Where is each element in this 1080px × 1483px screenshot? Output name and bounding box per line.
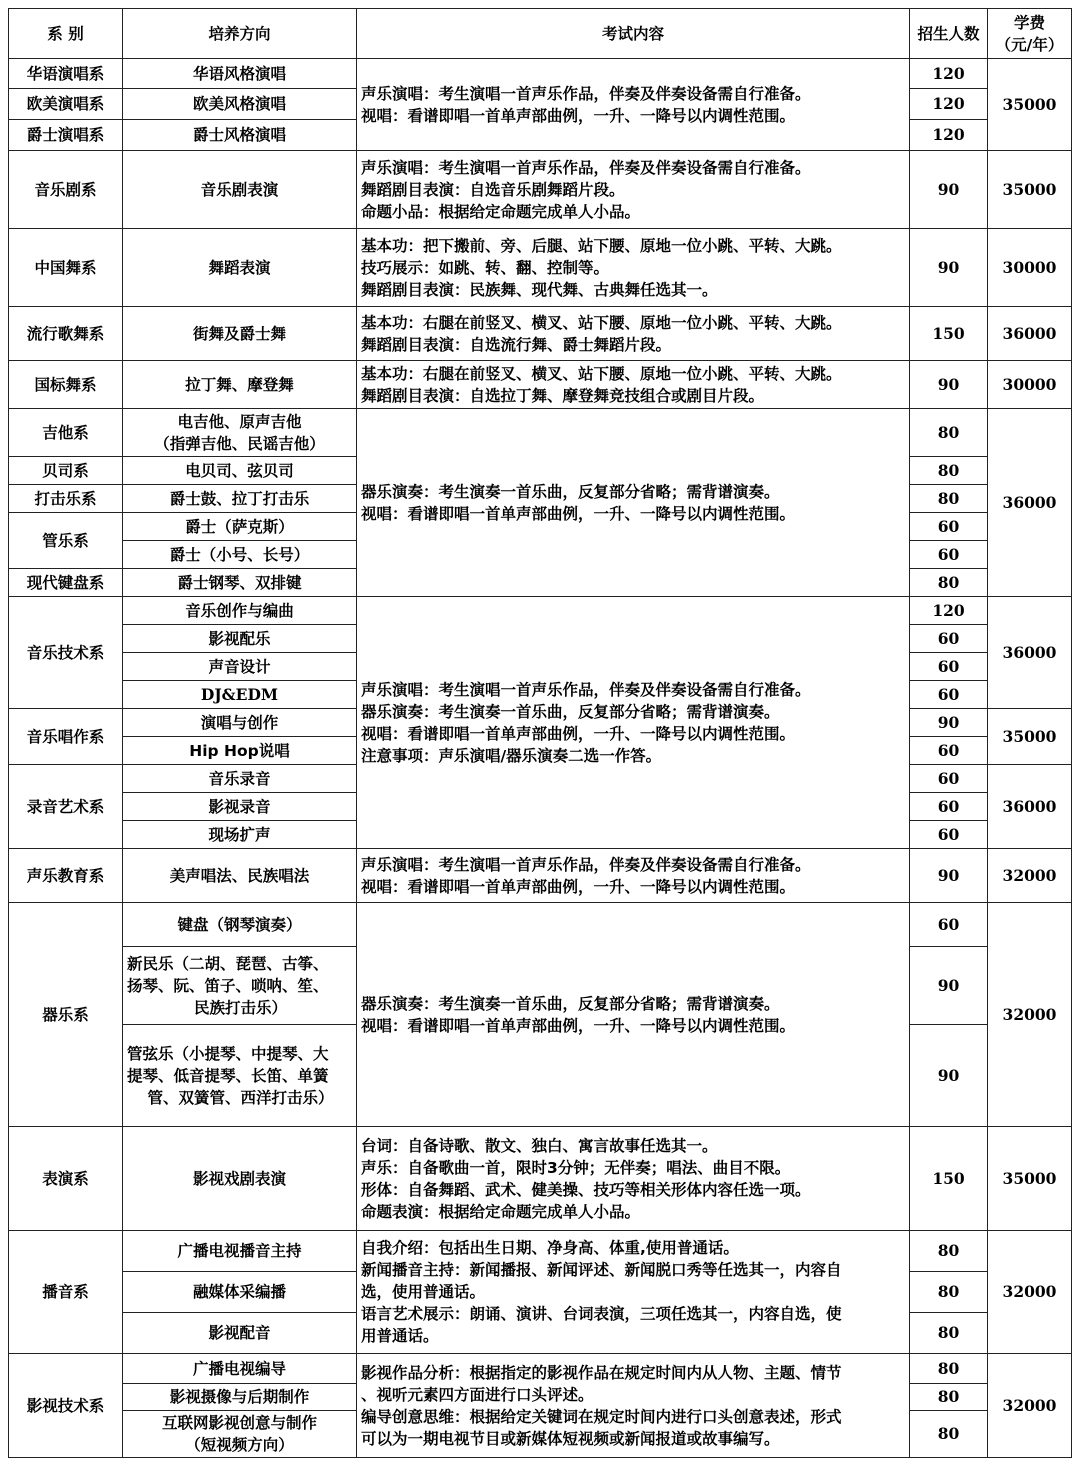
direction-cell: 声音设计: [123, 653, 357, 681]
quota-cell: 90: [910, 1025, 988, 1127]
admission-table: [8, 8, 1072, 1458]
header-direction: 培养方向: [123, 9, 357, 59]
exam-line: 命题小品：根据给定命题完成单人小品。: [361, 202, 641, 221]
quota-cell: 90: [910, 151, 988, 229]
table-row: [9, 1127, 1072, 1231]
direction-line: 管、双簧管、西洋打击乐）: [147, 1088, 334, 1107]
quota-cell: 120: [910, 89, 988, 120]
department-cell: 音乐唱作系: [9, 709, 123, 765]
exam-line: 视唱：看谱即唱一首单声部曲例，一升、一降号以内调性范围。: [361, 877, 796, 896]
quota-cell: 150: [910, 307, 988, 361]
exam-line: 技巧展示：如跳、转、翻、控制等。: [361, 258, 610, 277]
quota-cell: 80: [910, 1411, 988, 1458]
exam-content-cell: [357, 59, 910, 151]
direction-cell: 现场扩声: [123, 821, 357, 849]
department-cell: 吉他系: [9, 409, 123, 457]
direction-cell: 美声唱法、民族唱法: [123, 849, 357, 903]
quota-cell: 60: [910, 903, 988, 947]
direction-line: （指弹吉他、民谣吉他）: [154, 434, 325, 453]
exam-content-cell: [357, 1127, 910, 1231]
table-row: [9, 1354, 1072, 1384]
exam-line: 基本功：右腿在前竖叉、横叉、站下腰、原地一位小跳、平转、大跳。: [361, 364, 842, 383]
quota-cell: 60: [910, 653, 988, 681]
exam-content-cell: [357, 409, 910, 597]
direction-line: （短视频方向）: [185, 1436, 294, 1454]
fee-cell: 32000: [988, 849, 1072, 903]
exam-content-cell: [357, 1354, 910, 1458]
exam-line: 影视作品分析：根据指定的影视作品在规定时间内从人物、主题、情节: [361, 1363, 842, 1382]
fee-cell: 36000: [988, 409, 1072, 597]
quota-cell: 60: [910, 737, 988, 765]
exam-line: 视唱：看谱即唱一首单声部曲例，一升、一降号以内调性范围。: [361, 504, 796, 523]
direction-cell: 键盘（钢琴演奏）: [123, 903, 357, 947]
direction-line: 提琴、低音提琴、长笛、单簧: [127, 1066, 329, 1085]
direction-cell: 影视录音: [123, 793, 357, 821]
direction-cell: 爵士钢琴、双排键: [123, 569, 357, 597]
department-cell: 爵士演唱系: [9, 120, 123, 151]
quota-cell: 60: [910, 793, 988, 821]
direction-cell: 音乐剧表演: [123, 151, 357, 229]
quota-cell: 120: [910, 59, 988, 89]
direction-cell: 电贝司、弦贝司: [123, 457, 357, 485]
direction-cell: [123, 409, 357, 457]
direction-cell: [123, 947, 357, 1025]
quota-cell: 150: [910, 1127, 988, 1231]
department-cell: 器乐系: [9, 903, 123, 1127]
table-row: [9, 229, 1072, 307]
quota-cell: 80: [910, 457, 988, 485]
exam-content-cell: [357, 361, 910, 409]
table-row: [9, 1231, 1072, 1272]
department-cell: 贝司系: [9, 457, 123, 485]
quota-cell: 90: [910, 229, 988, 307]
exam-content-cell: [357, 1231, 910, 1354]
exam-content-cell: [357, 151, 910, 229]
department-cell: 国标舞系: [9, 361, 123, 409]
exam-line: 语言艺术展示：朗诵、演讲、台词表演，三项任选其一，内容自选，使: [361, 1305, 842, 1323]
header-fee: [988, 9, 1072, 59]
direction-line: 民族打击乐）: [193, 998, 287, 1017]
quota-cell: 60: [910, 541, 988, 569]
direction-cell: 华语风格演唱: [123, 59, 357, 89]
exam-line: 形体：自备舞蹈、武术、健美操、技巧等相关形体内容任选一项。: [361, 1180, 811, 1199]
fee-cell: 36000: [988, 765, 1072, 849]
exam-line: 基本功：把下搬前、旁、后腿、站下腰、原地一位小跳、平转、大跳。: [361, 236, 842, 255]
quota-cell: 60: [910, 765, 988, 793]
header-quota: 招生人数: [910, 9, 988, 59]
exam-line: 、视听元素四方面进行口头评述。: [361, 1385, 594, 1404]
quota-cell: 60: [910, 821, 988, 849]
table-row: [9, 849, 1072, 903]
department-cell: 声乐教育系: [9, 849, 123, 903]
direction-cell: 街舞及爵士舞: [123, 307, 357, 361]
quota-cell: 80: [910, 1313, 988, 1354]
fee-cell: 35000: [988, 151, 1072, 229]
quota-cell: 80: [910, 1354, 988, 1384]
exam-line: 舞蹈剧目表演：自选音乐剧舞蹈片段。: [361, 180, 625, 199]
direction-line: 互联网影视创意与制作: [161, 1414, 317, 1432]
direction-cell: 融媒体采编播: [123, 1272, 357, 1313]
direction-cell: 影视配乐: [123, 625, 357, 653]
fee-cell: 35000: [988, 59, 1072, 151]
header-fee-line2: （元/年）: [995, 35, 1064, 54]
direction-cell: 爵士风格演唱: [123, 120, 357, 151]
direction-cell: 爵士鼓、拉丁打击乐: [123, 485, 357, 513]
quota-cell: 120: [910, 597, 988, 625]
direction-cell: Hip Hop说唱: [123, 737, 357, 765]
fee-cell: 32000: [988, 903, 1072, 1127]
department-cell: 流行歌舞系: [9, 307, 123, 361]
direction-cell: 影视摄像与后期制作: [123, 1384, 357, 1411]
header-fee-line1: 学费: [1013, 13, 1045, 32]
department-cell: 欧美演唱系: [9, 89, 123, 120]
department-cell: 影视技术系: [9, 1354, 123, 1458]
exam-content-cell: [357, 307, 910, 361]
quota-cell: 80: [910, 1231, 988, 1272]
exam-line: 声乐演唱：考生演唱一首声乐作品，伴奏及伴奏设备需自行准备。: [361, 84, 811, 103]
quota-cell: 80: [910, 1272, 988, 1313]
fee-cell: 32000: [988, 1231, 1072, 1354]
exam-line: 器乐演奏：考生演奏一首乐曲，反复部分省略；需背谱演奏。: [361, 482, 780, 501]
exam-content-cell: [357, 229, 910, 307]
direction-cell: DJ&EDM: [123, 681, 357, 709]
table-row: [9, 361, 1072, 409]
exam-line: 选，使用普通话。: [361, 1283, 486, 1301]
direction-cell: 音乐创作与编曲: [123, 597, 357, 625]
quota-cell: 80: [910, 485, 988, 513]
quota-cell: 90: [910, 849, 988, 903]
quota-cell: 80: [910, 569, 988, 597]
exam-line: 台词：自备诗歌、散文、独白、寓言故事任选其一。: [361, 1136, 718, 1155]
exam-line: 舞蹈剧目表演：自选流行舞、爵士舞蹈片段。: [361, 335, 672, 354]
direction-line: 扬琴、阮、笛子、唢呐、笙、: [127, 976, 329, 995]
fee-cell: 36000: [988, 597, 1072, 709]
table-row: [9, 151, 1072, 229]
direction-cell: 广播电视编导: [123, 1354, 357, 1384]
direction-cell: 舞蹈表演: [123, 229, 357, 307]
fee-cell: 36000: [988, 307, 1072, 361]
exam-line: 自我介绍：包括出生日期、净身高、体重,使用普通话。: [361, 1239, 739, 1257]
exam-line: 可以为一期电视节目或新媒体短视频或新闻报道或故事编写。: [361, 1429, 780, 1448]
table-row: [9, 59, 1072, 89]
table-row: [9, 597, 1072, 625]
direction-cell: 影视配音: [123, 1313, 357, 1354]
department-cell: 播音系: [9, 1231, 123, 1354]
direction-cell: 欧美风格演唱: [123, 89, 357, 120]
quota-cell: 60: [910, 625, 988, 653]
department-cell: 音乐剧系: [9, 151, 123, 229]
exam-line: 命题表演：根据给定命题完成单人小品。: [361, 1202, 641, 1221]
direction-line: 电吉他、原声吉他: [177, 412, 302, 431]
direction-cell: 音乐录音: [123, 765, 357, 793]
table-row: [9, 409, 1072, 457]
department-cell: 录音艺术系: [9, 765, 123, 849]
fee-cell: 30000: [988, 229, 1072, 307]
direction-cell: [123, 1411, 357, 1458]
department-cell: 中国舞系: [9, 229, 123, 307]
exam-line: 新闻播音主持：新闻播报、新闻评述、新闻脱口秀等任选其一，内容自: [361, 1261, 842, 1279]
direction-cell: 演唱与创作: [123, 709, 357, 737]
department-cell: 华语演唱系: [9, 59, 123, 89]
exam-line: 声乐：自备歌曲一首，限时3分钟；无伴奏；唱法、曲目不限。: [361, 1158, 791, 1177]
exam-line: 声乐演唱：考生演唱一首声乐作品，伴奏及伴奏设备需自行准备。: [361, 158, 811, 177]
quota-cell: 120: [910, 120, 988, 151]
header-department: 系 别: [9, 9, 123, 59]
direction-cell: 拉丁舞、摩登舞: [123, 361, 357, 409]
department-cell: 表演系: [9, 1127, 123, 1231]
fee-cell: 32000: [988, 1354, 1072, 1458]
department-cell: 管乐系: [9, 513, 123, 569]
quota-cell: 80: [910, 1384, 988, 1411]
department-cell: 现代键盘系: [9, 569, 123, 597]
direction-cell: 广播电视播音主持: [123, 1231, 357, 1272]
exam-line: 基本功：右腿在前竖叉、横叉、站下腰、原地一位小跳、平转、大跳。: [361, 313, 842, 332]
exam-line: 编导创意思维：根据给定关键词在规定时间内进行口头创意表述，形式: [361, 1407, 842, 1426]
department-cell: 打击乐系: [9, 485, 123, 513]
exam-line: 器乐演奏：考生演奏一首乐曲，反复部分省略；需背谱演奏。: [361, 702, 780, 721]
quota-cell: 60: [910, 681, 988, 709]
direction-line: 新民乐（二胡、琵琶、古筝、: [127, 954, 329, 973]
header-row: [9, 9, 1072, 59]
fee-cell: 35000: [988, 1127, 1072, 1231]
quota-cell: 90: [910, 947, 988, 1025]
table-row: [9, 903, 1072, 947]
exam-line: 舞蹈剧目表演：民族舞、现代舞、古典舞任选其一。: [361, 280, 718, 299]
exam-line: 用普通话。: [361, 1327, 439, 1345]
direction-cell: 爵士（萨克斯）: [123, 513, 357, 541]
header-exam: 考试内容: [357, 9, 910, 59]
exam-line: 视唱：看谱即唱一首单声部曲例，一升、一降号以内调性范围。: [361, 724, 796, 743]
exam-content-cell: [357, 903, 910, 1127]
department-cell: 音乐技术系: [9, 597, 123, 709]
table-row: [9, 307, 1072, 361]
exam-line: 舞蹈剧目表演：自选拉丁舞、摩登舞竞技组合或剧目片段。: [361, 386, 765, 405]
exam-line: 注意事项：声乐演唱/器乐演奏二选一作答。: [361, 746, 662, 765]
exam-line: 器乐演奏：考生演奏一首乐曲，反复部分省略；需背谱演奏。: [361, 994, 780, 1013]
exam-line: 声乐演唱：考生演唱一首声乐作品，伴奏及伴奏设备需自行准备。: [361, 855, 811, 874]
quota-cell: 80: [910, 409, 988, 457]
direction-line: 管弦乐（小提琴、中提琴、大: [127, 1044, 329, 1063]
quota-cell: 90: [910, 361, 988, 409]
exam-content-cell: [357, 597, 910, 849]
direction-cell: 爵士（小号、长号）: [123, 541, 357, 569]
quota-cell: 60: [910, 513, 988, 541]
quota-cell: 90: [910, 709, 988, 737]
exam-content-cell: [357, 849, 910, 903]
direction-cell: [123, 1025, 357, 1127]
exam-line: 视唱：看谱即唱一首单声部曲例，一升、一降号以内调性范围。: [361, 106, 796, 125]
exam-line: 视唱：看谱即唱一首单声部曲例，一升、一降号以内调性范围。: [361, 1016, 796, 1035]
fee-cell: 30000: [988, 361, 1072, 409]
fee-cell: 35000: [988, 709, 1072, 765]
direction-cell: 影视戏剧表演: [123, 1127, 357, 1231]
exam-line: 声乐演唱：考生演唱一首声乐作品，伴奏及伴奏设备需自行准备。: [361, 680, 811, 699]
